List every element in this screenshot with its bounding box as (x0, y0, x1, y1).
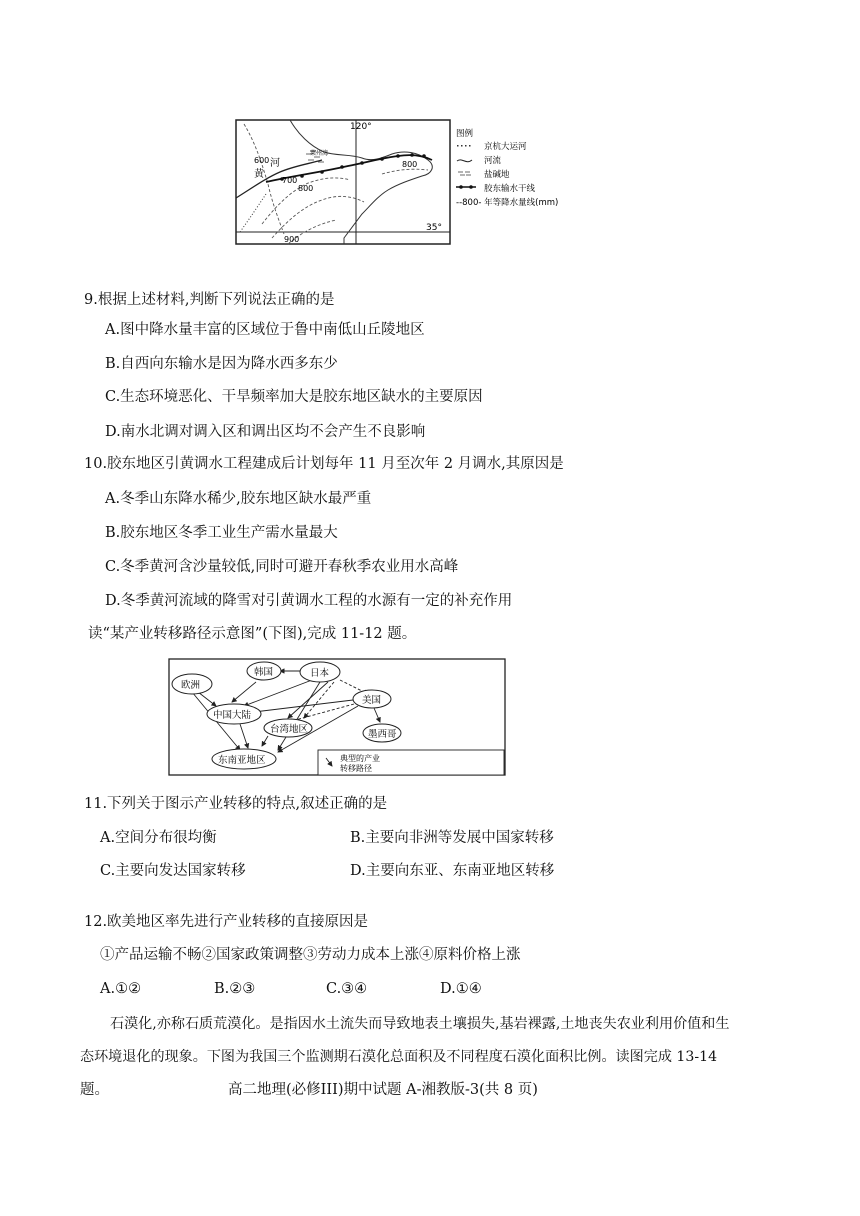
industry-transfer-diagram (168, 658, 506, 776)
isoline-label-600: 600 (254, 156, 270, 165)
bay-label: 莱州湾 (310, 150, 329, 157)
node-europe: 欧洲 (181, 680, 201, 691)
question-10-option-b: B.胶东地区冬季工业生产需水量最大 (105, 525, 338, 541)
legend-trunk: 胶东输水干线 (484, 184, 536, 194)
paragraph-13-14-line2: 态环境退化的现象。下图为我国三个监测期石漠化总面积及不同程度石漠化面积比例。读图完成 13-14 (80, 1049, 718, 1065)
river-char-1: 黄 (254, 169, 264, 180)
question-9-option-b: B.自西向东输水是因为降水西多东少 (105, 356, 338, 372)
paragraph-13-14-line3: 题。 (80, 1082, 109, 1098)
diagram-legend-line2: 转移路径 (340, 764, 372, 773)
question-12-items: ①产品运输不畅②国家政策调整③劳动力成本上涨④原料价格上涨 (100, 947, 521, 963)
question-12-option-c: C.③④ (326, 981, 368, 997)
node-mexico: 墨西哥 (368, 729, 397, 740)
legend-river-symbol (457, 160, 472, 162)
isoline-label-800-west: 800 (298, 184, 314, 193)
question-12-option-d: D.①④ (440, 981, 482, 997)
node-taiwan: 台湾地区 (270, 724, 309, 735)
question-10-option-a: A.冬季山东降水稀少,胶东地区缺水最严重 (105, 491, 372, 507)
page-footer: 高二地理(必修III)期中试题 A-湘教版-3(共 8 页) (228, 1082, 538, 1098)
paragraph-13-14-line1: 石漠化,亦称石质荒漠化。是指因水土流失而导致地表土壤损失,基岩裸露,土地丧失农业利用价值和生 (110, 1016, 730, 1032)
isoline-label-800-east: 800 (402, 160, 418, 169)
legend-saline: 盐碱地 (484, 170, 510, 180)
isoline-label-700: 700 (282, 176, 298, 185)
legend-trunk-symbol (456, 185, 476, 189)
node-southeast-asia: 东南亚地区 (218, 755, 266, 766)
question-11-stem: 11.下列关于图示产业转移的特点,叙述正确的是 (84, 796, 388, 812)
question-9-option-d: D.南水北调对调入区和调出区均不会产生不良影响 (105, 424, 426, 440)
map-legend (456, 128, 558, 208)
node-japan: 日本 (310, 668, 330, 679)
question-11-option-b: B.主要向非洲等发展中国家转移 (350, 830, 554, 846)
question-12-option-b: B.②③ (214, 981, 256, 997)
legend-canal: 京杭大运河 (484, 142, 527, 152)
intro-11-12: 读“某产业转移路径示意图”(下图),完成 11-12 题。 (88, 626, 417, 642)
question-11-option-c: C.主要向发达国家转移 (100, 863, 246, 879)
question-9-option-a: A.图中降水量丰富的区域位于鲁中南低山丘陵地区 (105, 322, 425, 338)
question-12-stem: 12.欧美地区率先进行产业转移的直接原因是 (84, 914, 369, 930)
legend-title: 图例 (456, 129, 474, 139)
question-10-stem: 10.胶东地区引黄调水工程建成后计划每年 11 月至次年 2 月调水,其原因是 (84, 456, 564, 472)
isoline-label-900: 900 (284, 235, 300, 244)
question-10-option-d: D.冬季黄河流域的降雪对引黄调水工程的水源有一定的补充作用 (105, 593, 513, 609)
question-9-option-c: C.生态环境恶化、干旱频率加大是胶东地区缺水的主要原因 (105, 389, 483, 405)
question-12-option-a: A.①② (100, 981, 142, 997)
river-char-2: 河 (270, 158, 280, 169)
legend-river: 河流 (484, 156, 502, 166)
diagram-legend-line1: 典型的产业 (340, 754, 380, 763)
question-10-option-c: C.冬季黄河含沙量较低,同时可避开春秋季农业用水高峰 (105, 559, 459, 575)
node-usa: 美国 (362, 695, 382, 706)
question-11-option-a: A.空间分布很均衡 (100, 830, 217, 846)
legend-saline-symbol (458, 172, 471, 175)
shandong-map-figure (232, 114, 604, 248)
question-9-stem: 9.根据上述材料,判断下列说法正确的是 (84, 292, 335, 308)
node-china-mainland: 中国大陆 (213, 710, 252, 721)
lat-label: 35° (426, 223, 442, 233)
legend-canal-symbol (457, 145, 471, 147)
legend-isoline: --800- 年等降水量线(mm) (456, 198, 559, 208)
node-korea: 韩国 (254, 667, 274, 678)
lon-label: 120° (350, 122, 372, 132)
question-11-option-d: D.主要向东亚、东南亚地区转移 (350, 863, 555, 879)
